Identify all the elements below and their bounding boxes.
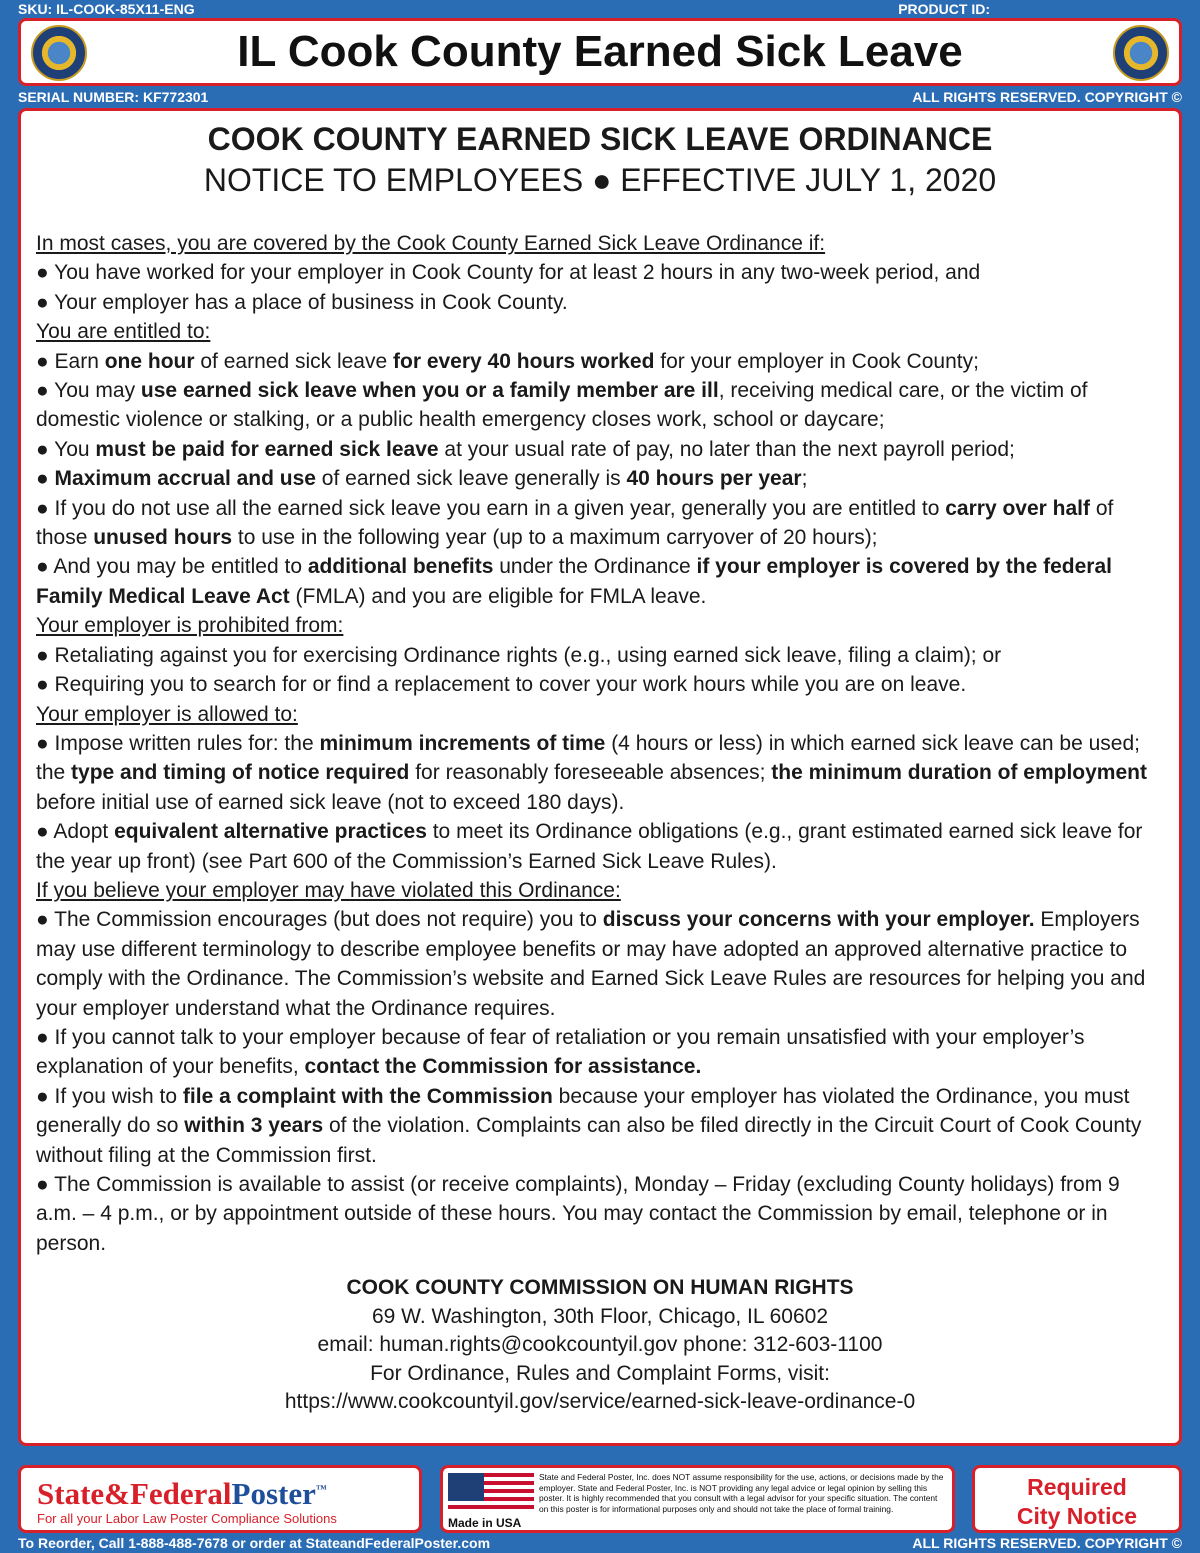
county-seal-icon (31, 25, 87, 81)
disclaimer-box (440, 1465, 955, 1533)
bullet-item (36, 347, 1164, 376)
required-notice-label (975, 1473, 1179, 1531)
bold-text: Maximum accrual and use (54, 467, 316, 491)
poster-title: IL Cook County Earned Sick Leave (237, 27, 963, 76)
required-line-1: Required (1027, 1474, 1127, 1500)
bold-text: for every 40 hours worked (393, 349, 655, 373)
text-run: to meet its Ordinance obligations (e.g., grant estimated earned sick leave for the year up front) (see Part 600 of the Commission’s Earned Sick Leave Rules). (36, 820, 1143, 873)
text-run: for reasonably foreseeable absences; (409, 761, 772, 785)
text-run: under the Ordinance (493, 555, 697, 579)
contact-address: 69 W. Washington, 30th Floor, Chicago, IL 60602 (371, 1304, 829, 1328)
bold-text: minimum increments of time (319, 731, 606, 755)
contact-forms-text: For Ordinance, Rules and Complaint Forms, visit: (370, 1361, 830, 1385)
bold-text: contact the Commission for assistance. (304, 1055, 702, 1079)
text-run: ● Retaliating against you for exercising Ordinance rights (e.g., using earned sick leave, filing a claim); or (36, 643, 1002, 667)
text-run: of earned sick leave generally is (315, 467, 627, 491)
text-run: of earned sick leave (194, 349, 393, 373)
trademark: ™ (315, 1483, 327, 1496)
text-run: of the violation. Complaints can also be filed directly in the Circuit Court of Cook County without filing at the Commission first. (36, 1114, 1142, 1167)
text-run: ● Earn (36, 349, 105, 373)
notice-body (36, 229, 1164, 1258)
bold-text: unused hours (93, 526, 233, 550)
text-run: ● The Commission is available to assist (or receive complaints), Monday – Friday (excluding County holidays) from 9 a.m. – 4 p.m., or by appointment outside of these hours. You may contact the Commission by email, telephone or in person. (36, 1173, 1120, 1255)
text-run: ● You (36, 437, 96, 461)
bold-text: within 3 years (184, 1114, 324, 1138)
required-notice-box (972, 1465, 1182, 1533)
text-run: ● If you do not use all the earned sick leave you earn in a given year, generally you are entitled to (36, 496, 946, 520)
text-run: ● And you may be entitled to (36, 555, 308, 579)
text-run: ● You may (36, 379, 141, 403)
text-run: ● Adopt (36, 820, 115, 844)
notice-title: COOK COUNTY EARNED SICK LEAVE ORDINANCE (207, 121, 993, 157)
section-heading: Your employer is allowed to: (36, 702, 298, 726)
bullet-item (36, 552, 1164, 611)
text-run: at your usual rate of pay, no later than the next payroll period; (438, 437, 1015, 461)
notice-subtitle: NOTICE TO EMPLOYEES ● EFFECTIVE JULY 1, 2020 (203, 162, 997, 198)
top-strip (0, 0, 1200, 20)
text-run: ● Impose written rules for: the (36, 731, 320, 755)
footer-copyright: ALL RIGHTS RESERVED. COPYRIGHT © (912, 1535, 1182, 1551)
brand-tagline: For all your Labor Law Poster Compliance Solutions (37, 1511, 337, 1526)
bold-text: if your employer is covered by the federal Family Medical Leave Act (36, 555, 1112, 608)
text-run: (FMLA) and you are eligible for FMLA leave. (289, 584, 707, 608)
section-heading: In most cases, you are covered by the Cook County Earned Sick Leave Ordinance if: (36, 232, 826, 255)
bullet-item (36, 376, 1164, 435)
bold-text: additional benefits (307, 555, 494, 579)
text-run: ● If you cannot talk to your employer because of fear of retaliation or you remain unsatisfied with your employer’s explanation of your benefits, (36, 1025, 1085, 1079)
bullet-item (36, 288, 1164, 317)
brand-logo (37, 1476, 327, 1512)
contact-url: https://www.cookcountyil.gov/service/earned-sick-leave-ordinance-0 (284, 1390, 916, 1413)
made-in-usa: Made in USA (448, 1516, 522, 1530)
text-run: ; (801, 467, 808, 491)
contact-block (21, 1274, 1179, 1417)
bottom-strip (0, 1535, 1200, 1553)
product-id-label: PRODUCT ID: (898, 1, 990, 17)
bullet-item (36, 1082, 1164, 1170)
bold-text: equivalent alternative practices (114, 820, 427, 844)
required-line-2: City Notice (1016, 1503, 1138, 1529)
brand-poster: Poster (231, 1476, 316, 1511)
text-run: ● If you wish to (36, 1084, 183, 1108)
section-heading: Your employer is prohibited from: (36, 614, 344, 638)
text-run: (4 hours or less) in which earned sick leave can be used; the (36, 731, 1140, 785)
bullet-item (36, 729, 1164, 817)
bullet-item (36, 494, 1164, 553)
bold-text: discuss your concerns with your employer. (602, 908, 1035, 932)
bold-text: use earned sick leave when you or a family member are ill (140, 379, 719, 403)
bullet-item (36, 905, 1164, 1023)
section-heading: If you believe your employer may have violated this Ordinance: (36, 878, 621, 902)
contact-org: COOK COUNTY COMMISSION ON HUMAN RIGHTS (346, 1276, 854, 1299)
text-run: ● (36, 467, 55, 491)
bold-text: one hour (104, 349, 195, 373)
bold-text: carry over half (945, 496, 1090, 520)
text-run: for your employer in Cook County; (654, 349, 979, 373)
bullet-item (36, 670, 1164, 699)
bullet-item (36, 1170, 1164, 1258)
text-run: Employers may use different terminology to describe employee benefits or may have adopted an approved alternative practice to comply with the Ordinance. The Commission’s website and Earned Sick Leave Rules are resources for helping you and your employer understand what the Ordinance requires. (36, 908, 1146, 1020)
text-run: to use in the following year (up to a maximum carryover of 20 hours); (232, 526, 878, 550)
bullet-item (36, 1023, 1164, 1082)
bold-text: 40 hours per year (626, 467, 802, 491)
disclaimer-text: State and Federal Poster, Inc. does NOT assume responsibility for the use, actions, or decisions made by the employer. State and Federal Poster, Inc. is NOT providing any legal advice or legal opinion by selling this poster. It is highly recommended that you consult with a legal advisor for your specific situation. The content on this poster is for informational purposes only and should not take the place of formal training. (539, 1472, 944, 1514)
bullet-item (36, 258, 1164, 287)
bold-text: must be paid for earned sick leave (95, 437, 439, 461)
contact-email-phone: email: human.rights@cookcountyil.gov phone: 312-603-1100 (317, 1333, 883, 1356)
serial-strip (0, 89, 1200, 107)
bold-text: the minimum duration of employment (771, 761, 1147, 785)
text-run: of those (36, 496, 1114, 550)
reorder-text: To Reorder, Call 1-888-488-7678 or order at StateandFederalPoster.com (18, 1535, 491, 1551)
text-run: ● The Commission encourages (but does not require) you to (36, 908, 603, 932)
bullet-item (36, 817, 1164, 876)
bullet-item (36, 435, 1164, 464)
bullet-item (36, 641, 1164, 670)
bold-text: type and timing of notice required (71, 761, 410, 785)
brand-box (18, 1465, 422, 1533)
text-run: ● Requiring you to search for or find a replacement to cover your work hours while you are on leave. (36, 673, 967, 697)
text-run: ● Your employer has a place of business in Cook County. (36, 290, 568, 314)
copyright-notice: ALL RIGHTS RESERVED. COPYRIGHT © (912, 89, 1182, 105)
text-run: because your employer has violated the Ordinance, you must generally do so (36, 1084, 1130, 1138)
sku-label: SKU: IL-COOK-85X11-ENG (18, 1, 195, 17)
title-box (18, 18, 1182, 86)
brand-name: State&Federal (37, 1476, 232, 1511)
serial-number: SERIAL NUMBER: KF772301 (18, 89, 209, 105)
text-run: , receiving medical care, or the victim of domestic violence or stalking, or a public health emergency closes work, school or daycare; (36, 379, 1088, 432)
notice-panel (18, 108, 1182, 1446)
section-heading: You are entitled to: (36, 320, 211, 344)
county-seal-icon (1113, 25, 1169, 81)
bullet-item (36, 464, 1164, 493)
text-run: ● You have worked for your employer in Cook County for at least 2 hours in any two-week period, and (36, 261, 981, 285)
text-run: before initial use of earned sick leave (not to exceed 180 days). (36, 790, 625, 814)
bold-text: file a complaint with the Commission (182, 1084, 553, 1108)
